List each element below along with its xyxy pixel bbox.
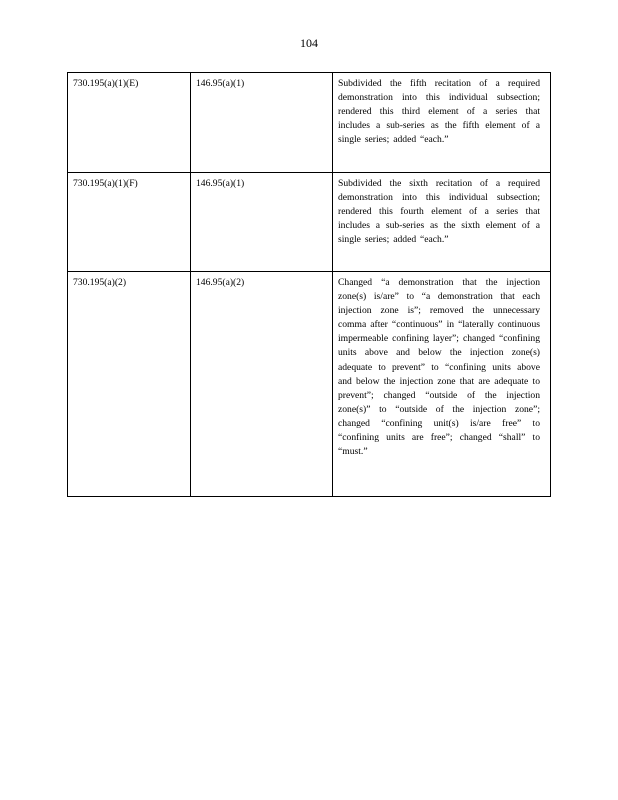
- reference-cell: 146.95(a)(2): [191, 272, 333, 497]
- page-number: 104: [300, 36, 318, 50]
- section-cell: 730.195(a)(2): [68, 272, 191, 497]
- section-cell: 730.195(a)(1)(E): [68, 73, 191, 173]
- reference-cell: 146.95(a)(1): [191, 73, 333, 173]
- description-cell: [333, 73, 551, 173]
- section-cell: 730.195(a)(1)(F): [68, 173, 191, 272]
- table-row: [68, 272, 551, 497]
- reference-cell: 146.95(a)(1): [191, 173, 333, 272]
- table-row: [68, 173, 551, 272]
- amendment-table: [67, 72, 551, 497]
- table-row: [68, 73, 551, 173]
- description-text: Changed “a demonstration that the injection zone(s) is/are” to “a demonstration that each injection zone is”; removed the unnecessary comma after “continuous” in “laterally continuous impermeable confining layer”; changed “confining units above and below the injection zone(s) adequate to prevent” to “confining units above and below the injection zone that are adequate to prevent”; changed “outside of the injection zone(s)” to “outside of the injection zone”; changed “confining unit(s) is/are free” to “confining units are free”; changed “shall” to “must.”: [338, 277, 540, 458]
- description-cell: [333, 173, 551, 272]
- description-cell: [333, 272, 551, 497]
- description-text: Subdivided the fifth recitation of a required demonstration into this individual subsection; rendered this third element of a series that includes a sub-series as the fifth element of a single series; added “each.”: [338, 78, 540, 146]
- description-text: Subdivided the sixth recitation of a required demonstration into this individual subsection; rendered this fourth element of a series that includes a sub-series as the sixth element of a single series; added “each.”: [338, 178, 540, 246]
